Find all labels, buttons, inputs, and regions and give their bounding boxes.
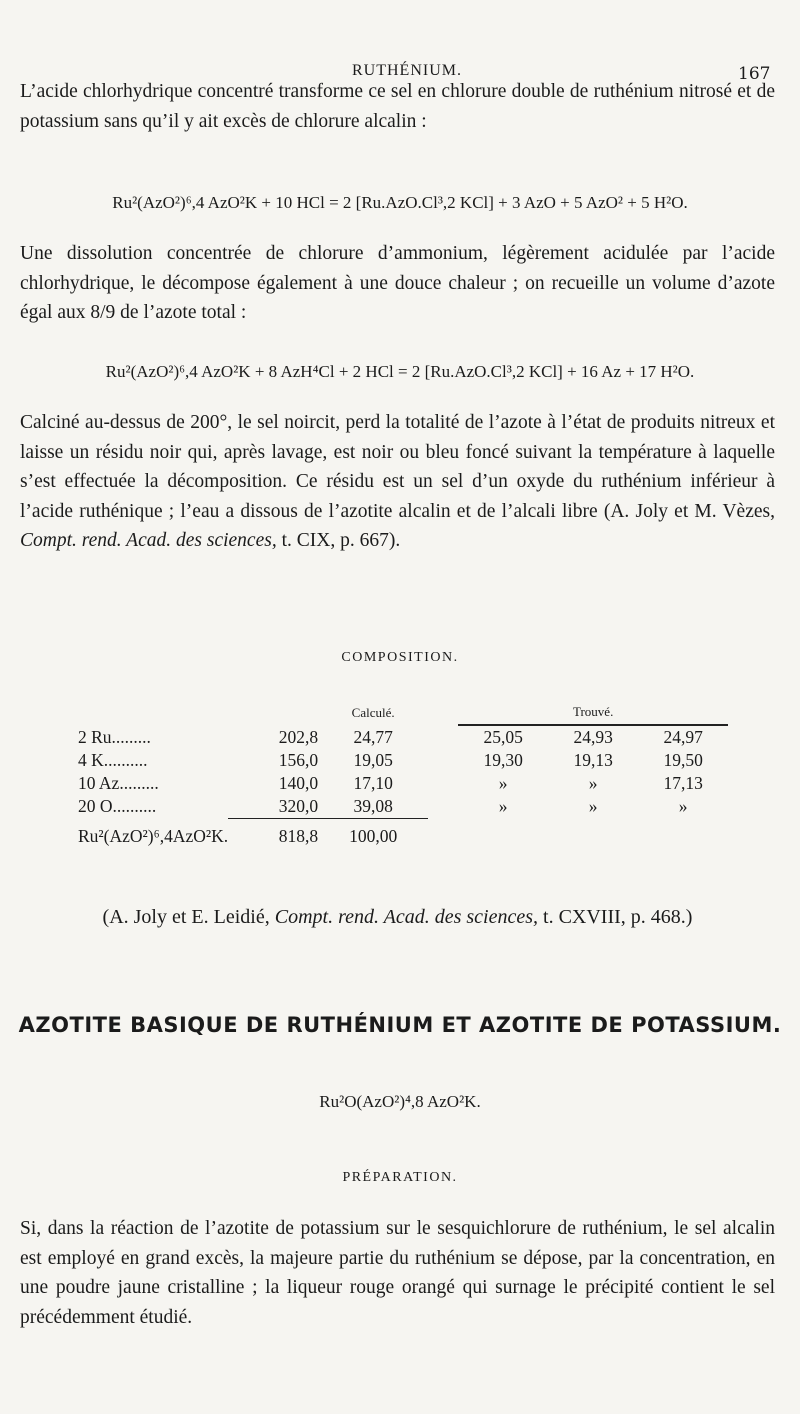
preparation-heading: PRÉPARATION. — [342, 1170, 458, 1185]
element-label: 4 K.......... — [78, 750, 148, 770]
calcule-header: Calculé. — [351, 704, 395, 720]
trouve-header: Trouvé. — [458, 700, 728, 725]
citation-journal: Compt. rend. Acad. des sciences, — [274, 906, 539, 928]
page-number: 167 — [738, 64, 771, 84]
equation-ammonium: Ru²(AzO²)⁶,4 AzO²K + 8 AzH⁴Cl + 2 HCl = 2 [Ru.AzO.Cl³,2 KCl] + 16 Az + 17 H²O. — [105, 362, 695, 381]
total-percent: 100,00 — [349, 826, 398, 846]
calculated-percent: 39,08 — [318, 795, 428, 819]
citation-authors: (A. Joly et E. Leidié, — [102, 906, 270, 928]
found-value-1: » — [498, 796, 508, 817]
equation-hcl: Ru²(AzO²)⁶,4 AzO²K + 10 HCl = 2 [Ru.AzO.Cl³,2 KCl] + 3 AzO + 5 AzO² + 5 H²O. — [112, 193, 688, 212]
citation-volume: t. CXVIII, p. 468.) — [543, 906, 693, 928]
found-value-2: 24,93 — [573, 727, 613, 747]
paragraph-hcl-reaction: L’acide chlorhydrique concentré transforme ce sel en chlorure double de ruthénium nitrosé et de potassium sans qu’il y ait excès de chlorure alcalin : — [20, 81, 775, 132]
found-value-2: 19,13 — [573, 750, 613, 770]
found-value-1: 19,30 — [483, 750, 523, 770]
found-value-1: » — [498, 773, 508, 793]
paragraph-ammonium-chloride: Une dissolution concentrée de chlorure d’ammonium, légèrement acidulée par l’acide chlorhydrique, le décompose également à une douce chaleur ; on recueille un volume d’azote égal aux 8/9 de l’azote total : — [20, 243, 775, 323]
atomic-weight: 202,8 — [278, 726, 319, 747]
element-label: 10 Az......... — [78, 773, 159, 793]
citation-joly-leidie — [20, 903, 775, 933]
found-value-1: 25,05 — [483, 727, 523, 747]
table-row — [78, 725, 728, 749]
found-value-3: 19,50 — [663, 750, 703, 770]
atomic-weight: 320,0 — [228, 795, 318, 819]
found-value-2: » — [588, 796, 598, 817]
calcination-reference-journal: Compt. rend. Acad. des sciences, — [20, 530, 277, 551]
calculated-percent: 19,05 — [353, 750, 393, 770]
total-weight: 818,8 — [278, 826, 319, 846]
element-label: 20 O.......... — [78, 796, 157, 817]
total-row — [78, 819, 728, 849]
running-title: RUTHÉNIUM. — [352, 62, 462, 79]
atomic-weight: 140,0 — [278, 773, 319, 793]
total-formula: Ru²(AzO²)⁶,4AzO²K. — [78, 825, 229, 846]
atomic-weight: 156,0 — [278, 750, 319, 770]
paragraph-calcination — [20, 408, 775, 556]
table-row — [78, 772, 728, 795]
composition-header-row — [78, 700, 728, 725]
found-value-2: » — [588, 773, 598, 793]
element-label: 2 Ru......... — [78, 726, 151, 747]
found-value-3: » — [678, 796, 688, 817]
paragraph-preparation: Si, dans la réaction de l’azotite de potassium sur le sesquichlorure de ruthénium, le sel alcalin est employé en grand excès, la majeure partie du ruthénium se dépose, par la concentration, en une poudre jaune cristalline ; la liqueur rouge orangé qui surnage le précipité contient le sel précédemment étudié. — [20, 1218, 775, 1328]
composition-table — [78, 700, 728, 848]
calcination-reference-tail: t. CIX, p. 667). — [281, 530, 401, 551]
section-formula: Ru²O(AzO²)⁴,8 AzO²K. — [319, 1092, 481, 1111]
table-row — [78, 795, 728, 819]
found-value-3: 24,97 — [663, 727, 703, 747]
table-row — [78, 749, 728, 772]
section-title: AZOTITE BASIQUE DE RUTHÉNIUM ET AZOTITE DE POTASSIUM. — [18, 1013, 782, 1037]
calculated-percent: 24,77 — [353, 726, 393, 747]
calcination-text: Calciné au-dessus de 200°, le sel noircit, perd la totalité de l’azote à l’état de produits nitreux et laisse un résidu noir qui, après lavage, est noir ou bleu foncé suivant la température à laquelle s’est effectuée la décomposition. Ce résidu est un sel d’un oxyde du ruthénium inférieur à l’acide ruthénique ; l’eau a dissous de l’azotite alcalin et de l’alcali libre (A. Joly et M. Vèzes, — [20, 412, 775, 522]
composition-heading: COMPOSITION. — [341, 650, 459, 665]
calculated-percent: 17,10 — [353, 773, 393, 793]
found-value-3: 17,13 — [663, 773, 703, 793]
